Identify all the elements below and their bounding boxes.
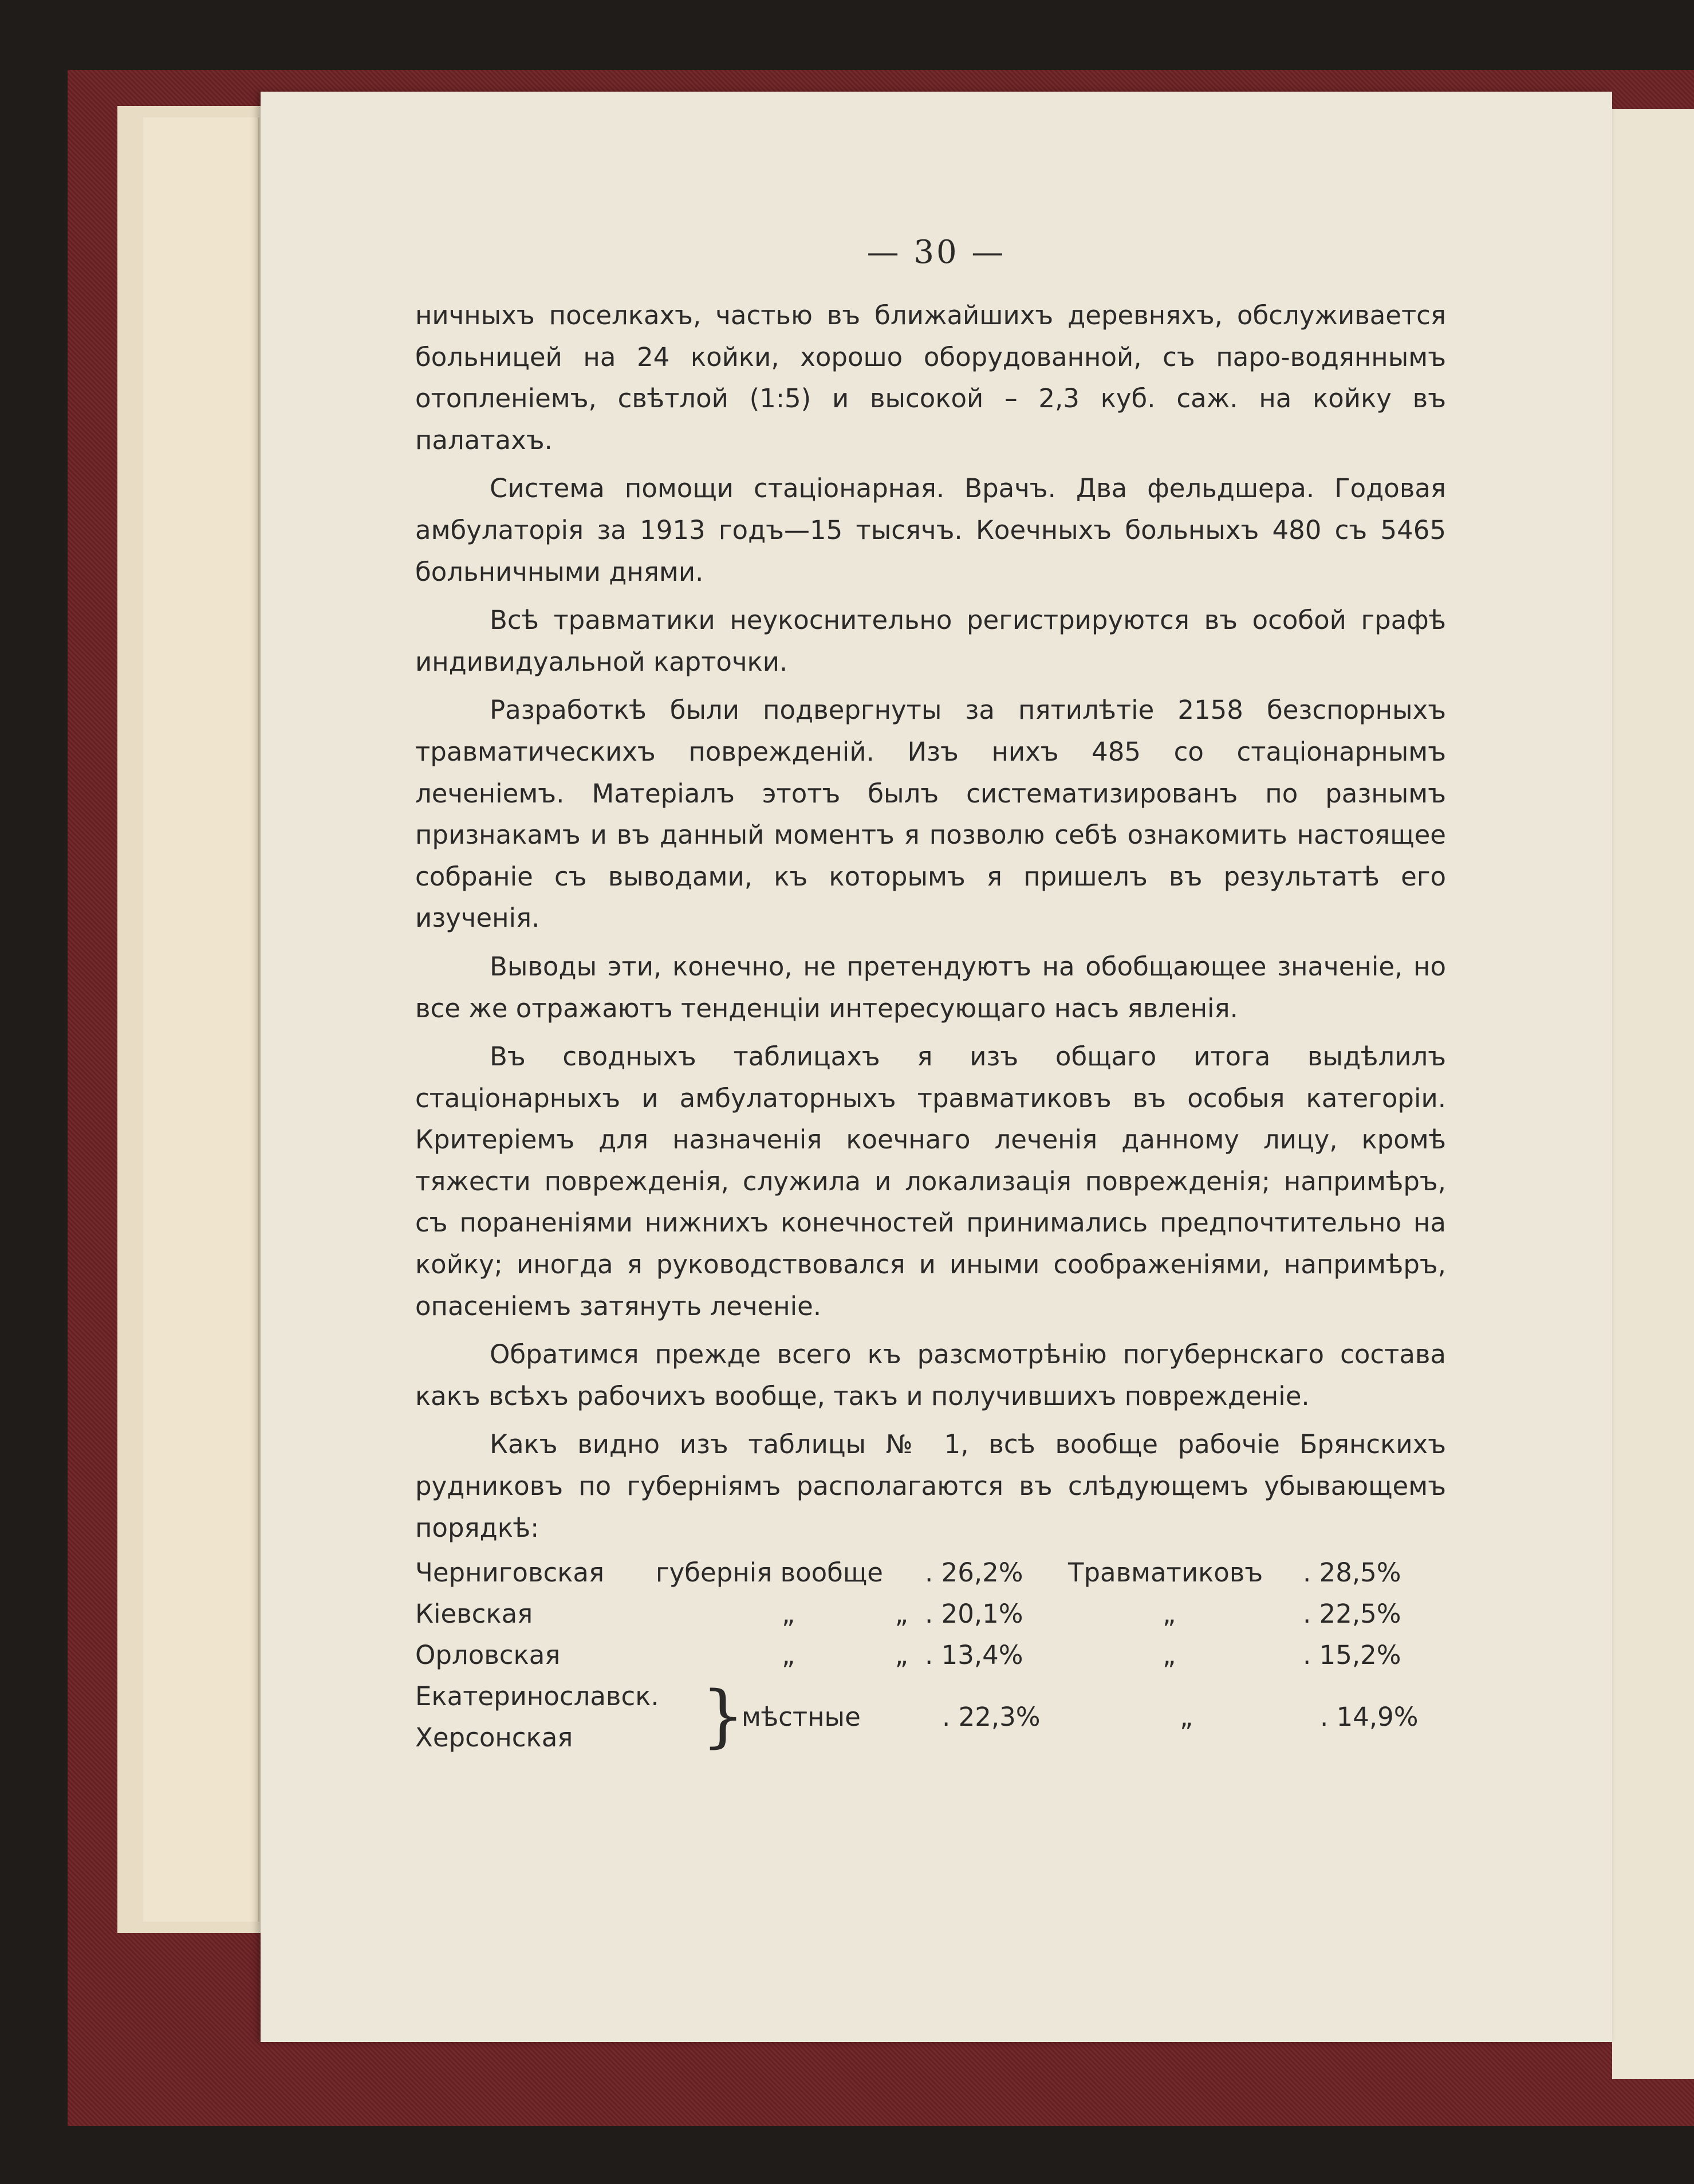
paragraph: Разработкѣ были подвергнуты за пятилѣтіе 2158 безспорныхъ травматическихъ поврежденій. Изъ нихъ 485 со стаціонарнымъ леченіемъ. Матеріалъ этотъ былъ систематизированъ по разнымъ признакамъ и въ данный моментъ я позволю себѣ ознакомить настоящее собраніе съ выводами, къ которымъ я пришелъ въ результатѣ его изученія. [415,695,1446,934]
trauma-percent: . 15,2% [1303,1640,1401,1671]
stats-row [415,1593,1446,1635]
trauma-percent: . 22,5% [1303,1599,1401,1630]
trauma-label: „ [1163,1640,1176,1671]
province-name: Екатеринославск. [415,1681,659,1712]
paragraph: Какъ видно изъ таблицы № 1, всѣ вообще рабочіе Брянскихъ рудниковъ по губерніямъ располагаются въ слѣдующемъ убывающемъ порядкѣ: [415,1429,1446,1543]
paragraph: Выводы эти, конечно, не претендуютъ на обобщающее значеніе, но все же отражаютъ тенденціи интересующаго насъ явленія. [415,951,1446,1024]
stats-row [415,1635,1446,1676]
merged-values [415,1697,1463,1738]
page-number: — 30 — [866,234,1006,271]
trauma-label: „ [1163,1599,1176,1630]
book-page [261,92,1612,2042]
category-label: мѣстные [742,1702,861,1733]
workers-percent: . 22,3% [942,1702,1041,1733]
paragraph: ничныхъ поселкахъ, частью въ ближайшихъ деревняхъ, обслуживается больницей на 24 койки, хорошо оборудованной, съ паро-водяннымъ отопленіемъ, свѣтлой (1:5) и высокой – 2,3 куб. саж. на койку въ палатахъ. [415,300,1446,455]
paragraph: Обратимся прежде всего къ разсмотрѣнію погубернскаго состава какъ всѣхъ рабочихъ вообще, такъ и получившихъ поврежденіе. [415,1339,1446,1411]
brace-symbol: } [702,1676,745,1756]
workers-percent: . 13,4% [925,1640,1023,1671]
province-name: Орловская [415,1640,561,1671]
workers-percent: . 20,1% [925,1599,1023,1630]
stats-row-merged [415,1676,1446,1758]
category-label: „ „ [782,1599,908,1630]
paragraph: Въ сводныхъ таблицахъ я изъ общаго итога выдѣлилъ стаціонарныхъ и амбулаторныхъ травматиковъ въ особыя категоріи. Критеріемъ для назначенія коечнаго леченія данному лицу, кромѣ тяжести поврежденія, служила и локализація поврежденія; напримѣръ, съ пораненіями нижнихъ конечностей принимались предпочтительно на койку; иногда я руководствовался и иными соображеніями, напримѣръ, опасеніемъ затянуть леченіе. [415,1041,1446,1321]
province-name: Черниговская [415,1557,605,1588]
paragraph: Система помощи стаціонарная. Врачъ. Два фельдшера. Годовая амбулаторія за 1913 годъ—15 тысячъ. Коечныхъ больныхъ 480 съ 5465 больничными днями. [415,473,1446,587]
trauma-label: Травматиковъ [1068,1557,1263,1588]
facing-page-edge [1612,109,1694,2079]
page-body [415,295,1446,1758]
trauma-label: „ [1180,1702,1193,1733]
province-name: Кіевская [415,1599,533,1630]
stats-row [415,1552,1446,1593]
workers-percent: . 26,2% [925,1557,1023,1588]
province-stats-table [415,1552,1446,1758]
page-stack-left-inner [143,117,259,1922]
paragraph: Всѣ травматики неукоснительно регистрируются въ особой графѣ индивидуальной карточки. [415,605,1446,677]
category-label: губернія вообще [656,1557,883,1588]
category-label: „ „ [782,1640,908,1671]
trauma-percent: . 14,9% [1320,1702,1419,1733]
province-name: Херсонская [415,1722,573,1753]
trauma-percent: . 28,5% [1303,1557,1401,1588]
